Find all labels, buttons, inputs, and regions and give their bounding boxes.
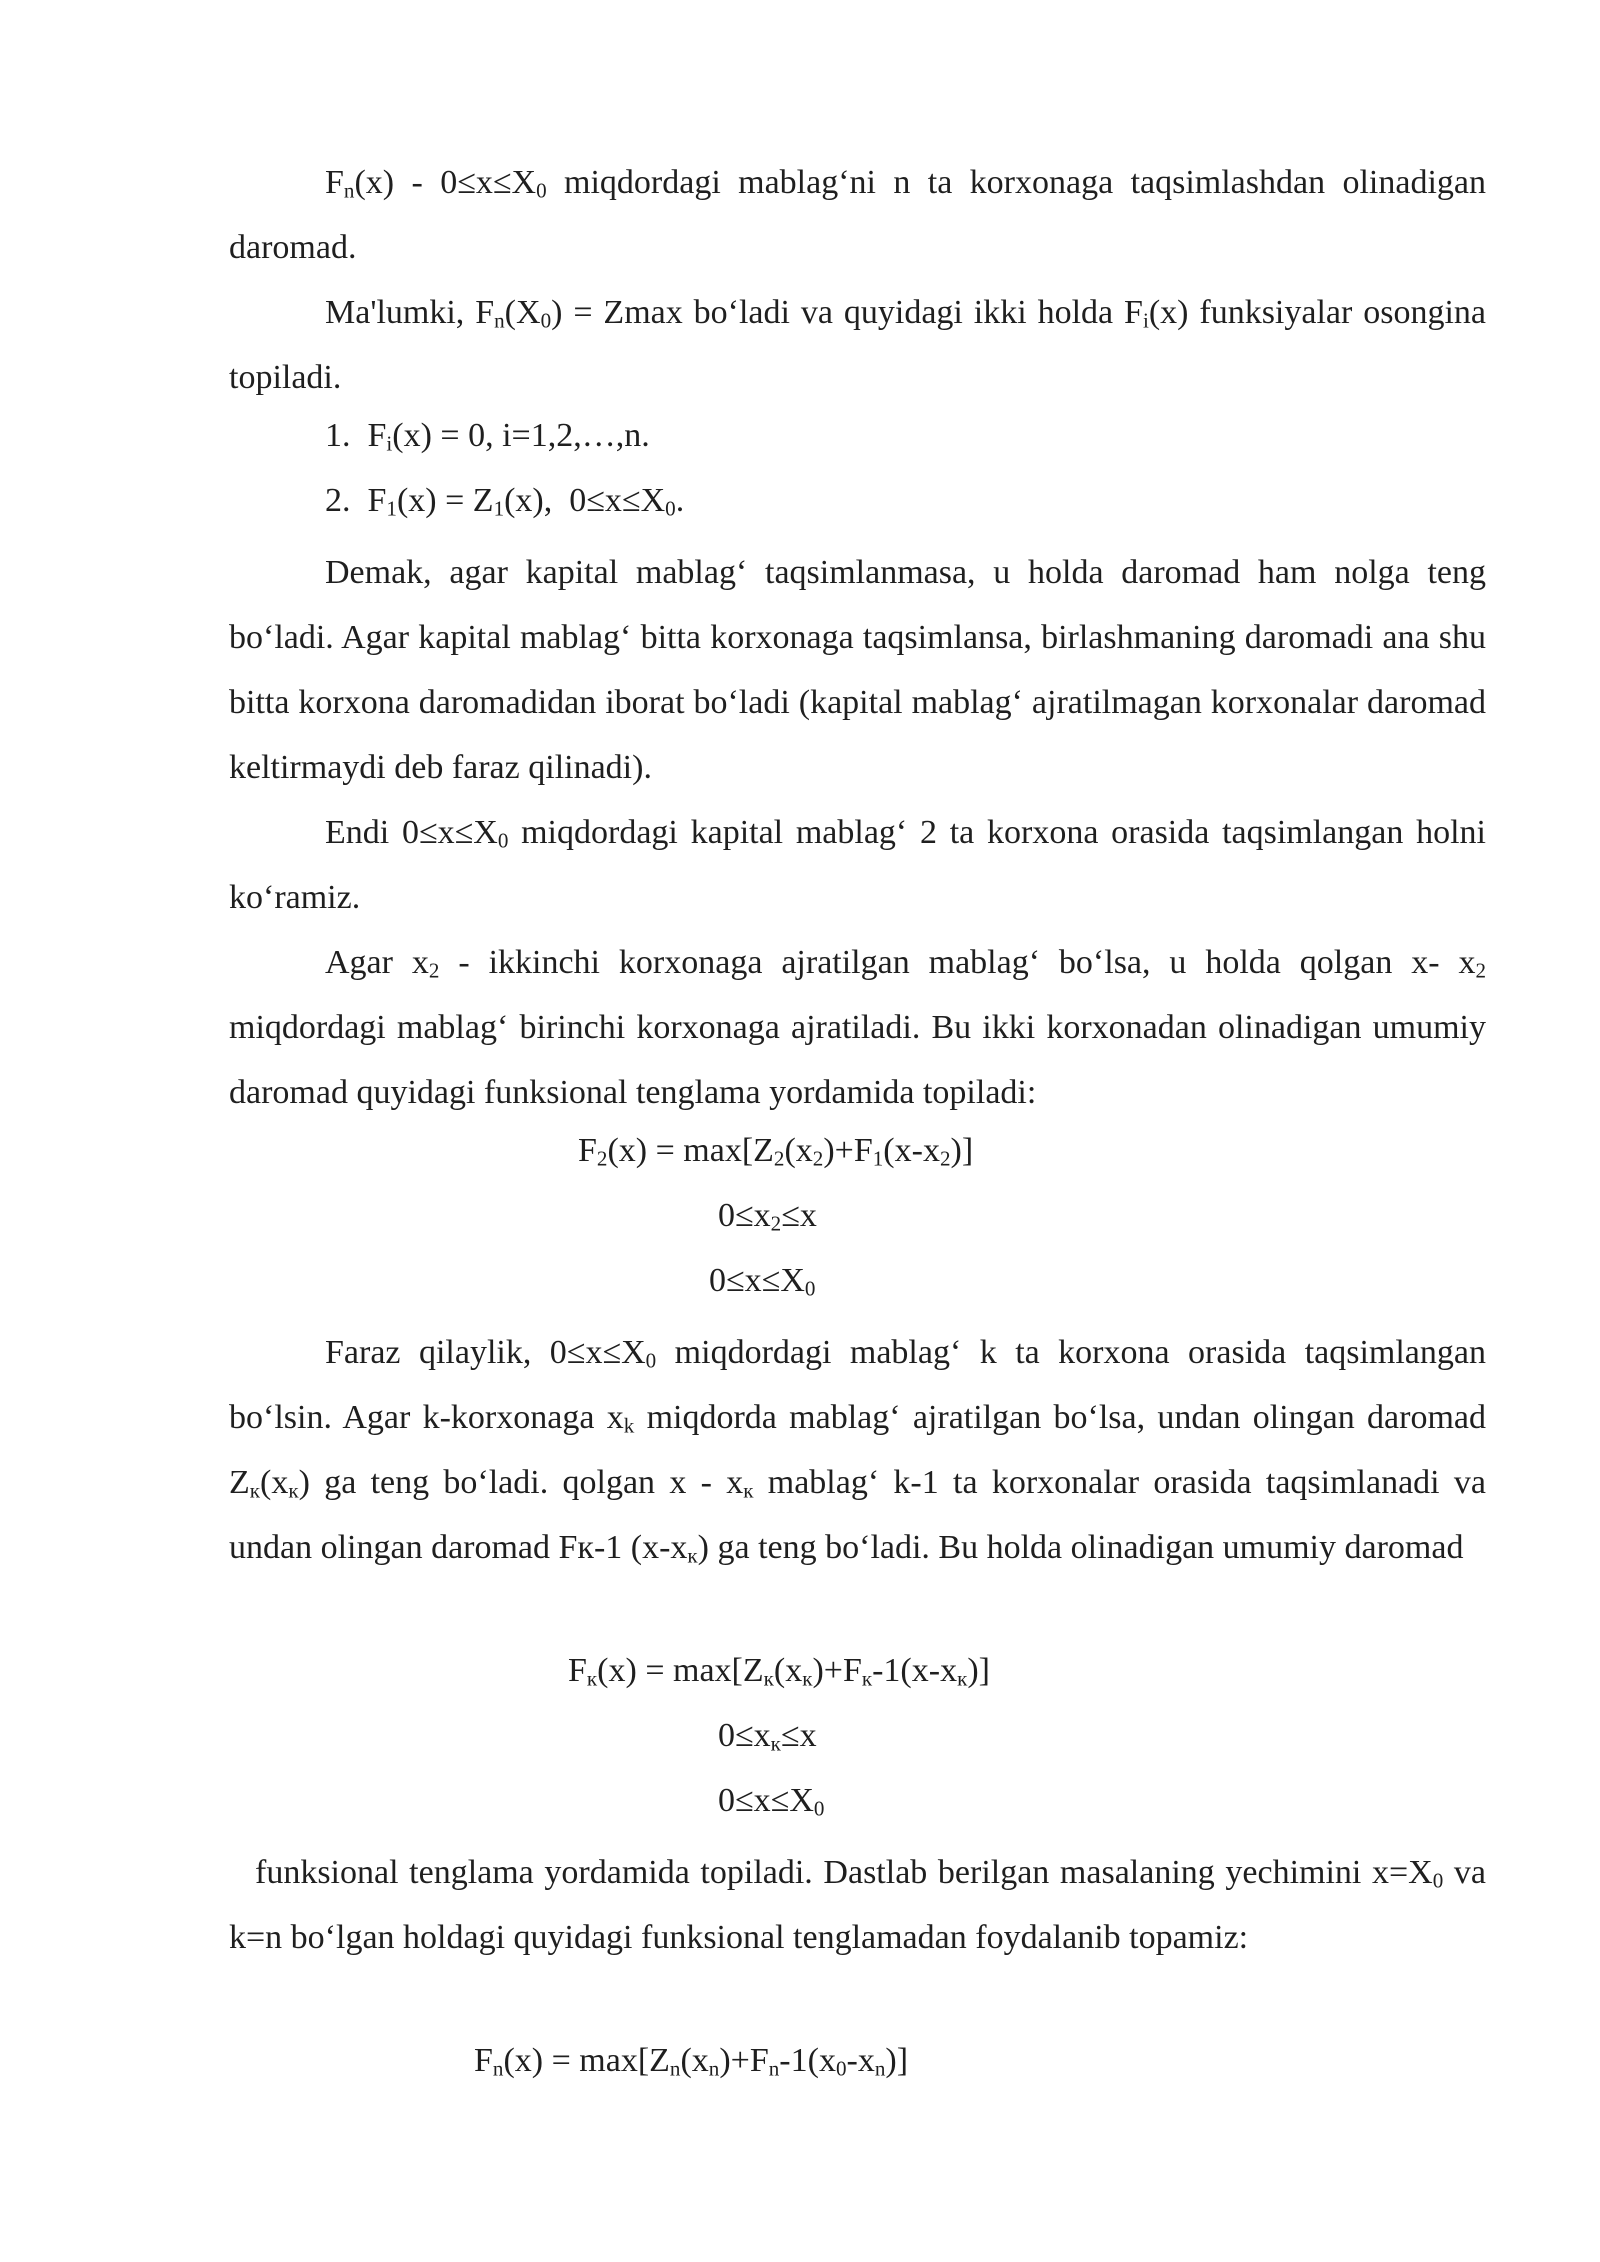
text-run: (x) = max[Z — [597, 1652, 764, 1689]
equation-fn — [474, 2041, 908, 2081]
subscript: к — [763, 1666, 774, 1691]
subscript: 0 — [804, 1276, 816, 1301]
subscript: n — [492, 2056, 504, 2081]
text-run: Demak, agar kapital mablag‘ taqsimlanmasa, u holda daromad ham nolga teng bo‘ladi. Agar kapital mablag‘ bitta korxonaga taqsimlansa, birlashmaning daromadi ana shu bitta korxona daromadidan iborat bo‘ladi (kapital mablag‘ ajratilmagan korxonalar daromad keltirmaydi deb faraz qilinadi). — [229, 554, 1486, 786]
subscript: 2 — [428, 958, 440, 983]
equation-f2-constraint-1 — [718, 1196, 817, 1236]
subscript: n — [874, 2056, 886, 2081]
subscript: 0 — [540, 308, 552, 333]
subscript: n — [708, 2056, 720, 2081]
text-run: 0≤x — [718, 1717, 771, 1754]
subscript: 0 — [645, 1348, 657, 1373]
text-run: miqdordagi kapital mablag‘ 2 ta korxona orasida taqsimlangan holni ko‘ramiz. — [229, 814, 1486, 916]
subscript: 0 — [665, 496, 676, 521]
subscript: к — [802, 1666, 813, 1691]
paragraph-faraz — [229, 1320, 1486, 1580]
subscript: i — [1142, 308, 1149, 333]
text-run: miqdordagi mablag‘ birinchi korxonaga ajratiladi. Bu ikki korxonadan olinadigan umumiy daromad quyidagi funksional tenglama yordamida topiladi: — [229, 1009, 1486, 1111]
text-run: )] — [885, 2042, 909, 2079]
text-run: (x), 0≤x≤X — [504, 482, 666, 519]
text-run: va k=n bo‘lgan holdagi quyidagi funksional tenglamadan foydalanib topamiz: — [229, 1854, 1486, 1956]
text-run: miqdordagi mablag‘ k ta korxona orasida taqsimlangan bo‘lsin. Agar k-korxonaga x — [229, 1334, 1486, 1436]
text-run: (x) funksiyalar osongina topiladi. — [229, 294, 1487, 396]
text-run: (x) - 0≤x≤X — [354, 164, 537, 201]
subscript: 2 — [770, 1211, 782, 1236]
text-run: ) = Zmax bo‘ladi va quyidagi ikki holda F — [551, 294, 1143, 331]
subscript: к — [687, 1543, 698, 1568]
text-run: -1(x — [779, 2042, 836, 2079]
text-run: funksional tenglama yordamida topiladi. Dastlab berilgan masalaning yechimini x=X — [255, 1854, 1433, 1891]
text-run: Faraz qilaylik, 0≤x≤X — [325, 1334, 646, 1371]
text-run: 0≤x — [718, 1197, 771, 1234]
subscript: 2 — [773, 1146, 785, 1171]
subscript: к — [249, 1478, 261, 1503]
text-run: ≤x — [781, 1197, 817, 1234]
subscript: к — [861, 1666, 873, 1691]
subscript: i — [386, 431, 393, 456]
list-item-1 — [325, 416, 650, 456]
subscript: 2 — [596, 1146, 608, 1171]
text-run: )+F — [823, 1132, 873, 1169]
text-run: (x — [260, 1464, 289, 1501]
equation-f2-constraint-2 — [709, 1261, 815, 1301]
text-run: ≤x — [780, 1717, 817, 1754]
subscript: 2 — [1475, 958, 1487, 983]
text-run: . — [675, 482, 685, 519]
paragraph-fn-definition — [229, 150, 1486, 280]
text-run: (x — [784, 1132, 813, 1169]
subscript: к — [586, 1666, 598, 1691]
text-run: Agar x — [325, 944, 429, 981]
text-run: (x-x — [883, 1132, 940, 1169]
text-run: ) ga teng bo‘ladi. Bu holda olinadigan umumiy daromad — [697, 1529, 1464, 1566]
subscript: к — [957, 1666, 968, 1691]
text-run: )] — [967, 1652, 990, 1689]
text-run: mablag‘ k-1 ta korxonalar orasida taqsimlanadi va undan olingan daromad Fк-1 (x-x — [229, 1464, 1486, 1566]
subscript: n — [669, 2056, 681, 2081]
text-run: (x) = max[Z — [607, 1132, 774, 1169]
text-run: -x — [846, 2042, 875, 2079]
paragraph-malumki — [229, 280, 1486, 410]
text-run: 1. F — [325, 417, 387, 454]
text-run: (x) = max[Z — [503, 2042, 670, 2079]
text-run: Endi 0≤x≤X — [325, 814, 498, 851]
subscript: 0 — [497, 828, 509, 853]
subscript: к — [770, 1731, 781, 1756]
subscript: 0 — [536, 178, 547, 203]
paragraph-agar — [229, 930, 1486, 1125]
text-run: (X — [504, 294, 541, 331]
text-run: - ikkinchi korxonaga ajratilgan mablag‘ bo‘lsa, u holda qolgan x- x — [439, 944, 1476, 981]
text-run: )] — [950, 1132, 974, 1169]
equation-fk-constraint-2 — [718, 1781, 824, 1821]
text-run: 0≤x≤X — [709, 1262, 805, 1299]
subscript: 0 — [1432, 1868, 1444, 1893]
list-item-2 — [325, 481, 684, 521]
equation-fk — [568, 1651, 990, 1691]
text-run: -1(x-x — [872, 1652, 958, 1689]
subscript: 0 — [835, 2056, 847, 2081]
text-run: 0≤x≤X — [718, 1782, 814, 1819]
subscript: 1 — [872, 1146, 884, 1171]
subscript: n — [494, 308, 505, 333]
text-run: F — [325, 164, 344, 201]
subscript: n — [343, 178, 355, 203]
text-run: miqdorda mablag‘ ajratilgan bo‘lsa, undan olingan daromad Z — [229, 1399, 1486, 1501]
text-run: miqdordagi mablag‘ni n ta korxonaga taqsimlashdan olinadigan daromad. — [229, 164, 1486, 266]
subscript: k — [623, 1413, 635, 1438]
paragraph-funksional — [229, 1840, 1486, 1970]
subscript: 0 — [813, 1796, 825, 1821]
subscript: 2 — [812, 1146, 824, 1171]
text-run: (x — [680, 2042, 709, 2079]
text-run: F — [474, 2042, 493, 2079]
equation-f2 — [578, 1131, 973, 1171]
paragraph-demak — [229, 540, 1486, 800]
text-run: F — [568, 1652, 587, 1689]
text-run: 2. F — [325, 482, 387, 519]
text-run: )+F — [812, 1652, 862, 1689]
text-run: ) ga teng bo‘ladi. qolgan x - x — [298, 1464, 744, 1501]
text-run: (x) = 0, i=1,2,…,n. — [392, 417, 650, 454]
subscript: 2 — [939, 1146, 951, 1171]
text-run: (x) = Z — [396, 482, 494, 519]
text-run: F — [578, 1132, 597, 1169]
paragraph-endi — [229, 800, 1486, 930]
subscript: 1 — [493, 496, 505, 521]
text-run: )+F — [719, 2042, 769, 2079]
text-run: Ma'lumki, F — [325, 294, 495, 331]
text-run: (x — [773, 1652, 803, 1689]
subscript: n — [768, 2056, 780, 2081]
subscript: 1 — [386, 496, 397, 521]
subscript: к — [288, 1478, 299, 1503]
equation-fk-constraint-1 — [718, 1716, 817, 1756]
subscript: к — [743, 1478, 754, 1503]
